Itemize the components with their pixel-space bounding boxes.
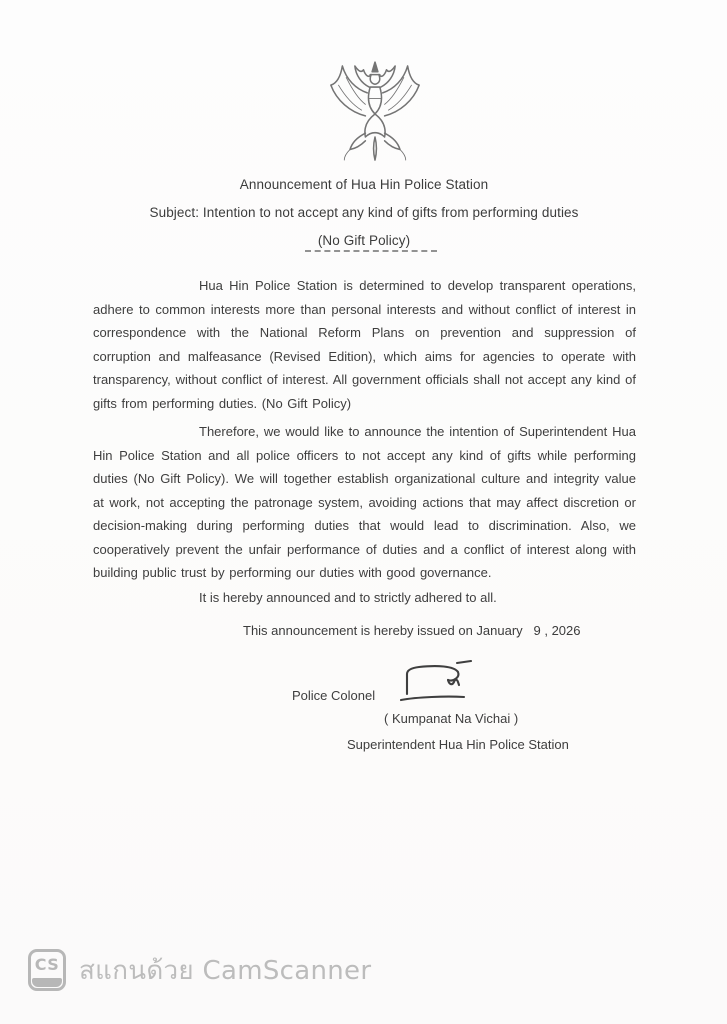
paragraph-2: Therefore, we would like to announce the intention of Superintendent Hua Hin Police Station and all police officers to not accept any kind of gifts while performing duties (No Gift Policy). We will together establish organizational culture and integrity value at work, not accepting the patronage system, avoiding actions that may affect discretion or decision-making during performing duties that would lead to discrimination. Also, we cooperatively prevent the unfair performance of duties and a conflict of interest along with building public trust by performing our duties with good governance. bbox=[93, 424, 636, 580]
signature-name: ( Kumpanat Na Vichai ) bbox=[384, 711, 519, 726]
camscanner-logo-icon bbox=[28, 949, 66, 991]
camscanner-watermark bbox=[28, 949, 371, 991]
document-subject: Subject: Intention to not accept any kind of gifts from performing duties bbox=[149, 205, 579, 220]
cs-logo-text: CS bbox=[34, 955, 60, 974]
handwritten-signature-icon bbox=[396, 658, 478, 710]
cs-logo-base bbox=[32, 978, 62, 987]
issued-date-line: This announcement is hereby issued on January 9 , 2026 bbox=[243, 623, 581, 638]
paragraph-1: Hua Hin Police Station is determined to develop transparent operations, adhere to common interests more than personal interests and without conflict of interest in correspondence with the National Reform Plans on prevention and suppression of corruption and malfeasance (Revised Edition), which aims for agencies to operate with transparency, without conflict of interest. All government officials shall not accept any kind of gifts from performing duties. (No Gift Policy) bbox=[93, 278, 636, 411]
watermark-text: สแกนด้วย CamScanner bbox=[79, 955, 372, 986]
closing-statement: It is hereby announced and to strictly adhered to all. bbox=[199, 590, 497, 605]
document-subtitle: (No Gift Policy) bbox=[317, 233, 411, 248]
heading-divider bbox=[305, 250, 437, 252]
garuda-emblem-icon bbox=[327, 60, 423, 166]
document-heading bbox=[93, 171, 635, 255]
signature-position: Superintendent Hua Hin Police Station bbox=[347, 737, 569, 752]
signature-rank: Police Colonel bbox=[292, 688, 376, 703]
document-title: Announcement of Hua Hin Police Station bbox=[239, 177, 489, 192]
